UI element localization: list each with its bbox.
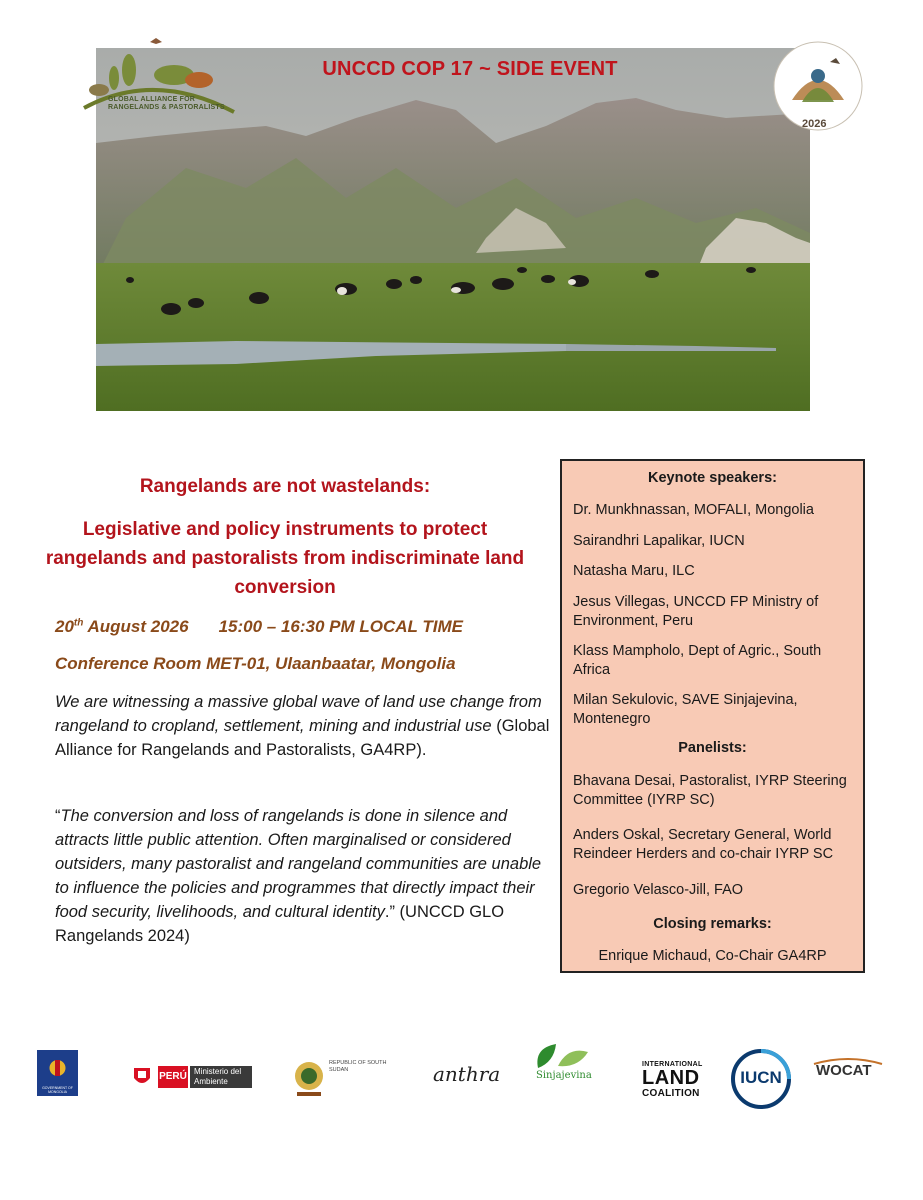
keynote-speaker: Klass Mampholo, Dept of Agric., South Africa — [573, 643, 822, 678]
event-date-time — [55, 617, 463, 637]
quote-text: The conversion and loss of rangelands is done in silence and attracts little public attention. Often marginalised or considered outsiders, many pastoralist and rangeland communities are unable to influence the policies and programmes that directly impact their food security, livelihoods, and cultural identity — [55, 807, 542, 921]
ilc-logo — [642, 1061, 712, 1101]
panelists-heading: Panelists: — [678, 740, 747, 756]
event-time: 15:00 – 16:30 PM LOCAL TIME — [218, 617, 463, 636]
iyrp-year: 2026 — [802, 118, 827, 130]
mongolia-caption: GOVERNMENT OF MONGOLIA — [42, 1086, 73, 1094]
speakers-box — [560, 459, 865, 973]
iucn-text: IUCN — [740, 1068, 782, 1087]
closing-speaker: Enrique Michaud, Co-Chair GA4RP — [598, 948, 827, 964]
ilc-line-bottom: COALITION — [642, 1088, 700, 1099]
quote-paragraph — [55, 804, 555, 948]
date-day: 20 — [55, 617, 74, 636]
event-title: UNCCD COP 17 ~ SIDE EVENT — [322, 58, 618, 80]
headline: Rangelands are not wastelands: — [139, 476, 431, 497]
keynote-speaker: Milan Sekulovic, SAVE Sinjajevina, Montenegro — [573, 692, 798, 727]
keynote-speaker: Jesus Villegas, UNCCD FP Ministry of Environment, Peru — [573, 594, 819, 629]
intro-paragraph — [55, 690, 550, 762]
peru-ministry-logo — [132, 1060, 252, 1092]
peru-wordmark: PERÚ — [158, 1066, 188, 1088]
keynote-speaker: Dr. Munkhnassan, MOFALI, Mongolia — [573, 502, 814, 518]
iyrp-logo — [772, 40, 864, 132]
keynote-speaker: Natasha Maru, ILC — [573, 563, 695, 579]
peru-ministry-name: Ministerio del Ambiente — [190, 1066, 252, 1088]
sinjajevina-logo — [528, 1040, 600, 1084]
mongolia-government-logo — [37, 1050, 78, 1096]
panelist: Anders Oskal, Secretary General, World Reindeer Herders and co-chair IYRP SC — [573, 827, 834, 862]
quote-source: .” (UNCCD GLO Rangelands 2024) — [55, 903, 505, 945]
ilc-line-mid: LAND — [642, 1067, 700, 1089]
date-month-year: August 2026 — [83, 617, 189, 636]
south-sudan-logo — [293, 1058, 403, 1098]
keynote-heading: Keynote speakers: — [648, 470, 777, 486]
wocat-text: WOCAT — [816, 1062, 872, 1079]
event-venue: Conference Room MET-01, Ulaanbaatar, Mongolia — [55, 654, 456, 673]
intro-source: (Global Alliance for Rangelands and Pastoralists, GA4RP). — [55, 717, 550, 759]
south-sudan-text: REPUBLIC OF SOUTH SUDAN — [329, 1060, 387, 1073]
subheadline: Legislative and policy instruments to protect rangelands and pastoralists from indiscriminate land conversion — [45, 519, 525, 598]
global-alliance-logo — [74, 30, 239, 120]
anthra-logo: anthra — [433, 1062, 501, 1086]
quote-open-mark: “ — [55, 807, 61, 825]
iucn-logo — [730, 1048, 792, 1110]
keynote-speaker: Sairandhri Lapalikar, IUCN — [573, 533, 745, 549]
sinjajevina-text: Sinjajevina — [536, 1070, 592, 1081]
ilc-line-top: INTERNATIONAL — [642, 1061, 703, 1068]
panelist: Gregorio Velasco-Jill, FAO — [573, 882, 744, 898]
global-alliance-logo-text: GLOBAL ALLIANCE FOR RANGELANDS & PASTORALISTS — [108, 96, 225, 111]
closing-heading: Closing remarks: — [653, 916, 772, 932]
panelist: Bhavana Desai, Pastoralist, IYRP Steering Committee (IYRP SC) — [573, 773, 847, 808]
intro-quote: We are witnessing a massive global wave of land use change from rangeland to cropland, settlement, mining and industrial use — [55, 693, 542, 735]
wocat-logo — [812, 1058, 884, 1088]
date-suffix: th — [73, 617, 84, 629]
